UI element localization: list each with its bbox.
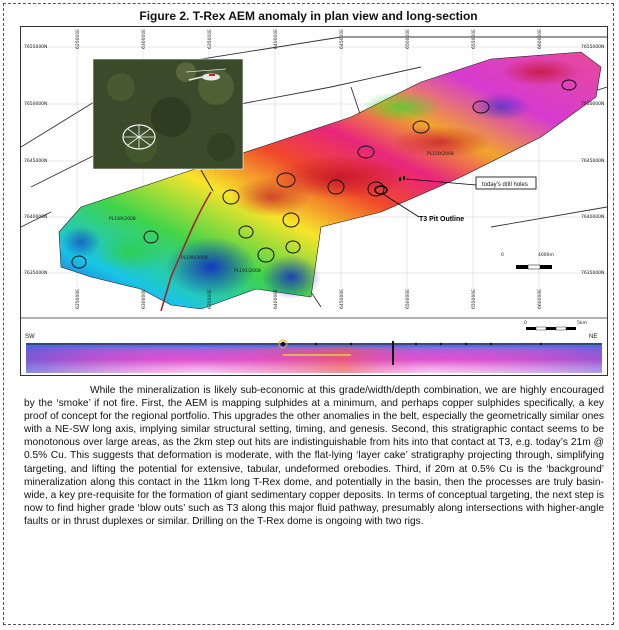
easting-label: 625000E — [76, 288, 81, 309]
easting-label: 635000E — [208, 28, 213, 49]
easting-label: 635000E — [208, 288, 213, 309]
easting-label: 655000E — [472, 288, 477, 309]
plan-view-map — [21, 27, 607, 311]
map-scale-distance: 4000m — [538, 253, 554, 258]
northing-label: 7650000N — [24, 102, 48, 107]
easting-label: 650000E — [406, 288, 411, 309]
section-scale-km: 5km — [577, 321, 587, 326]
drill-holes-callout: today's drill holes — [482, 182, 528, 188]
northing-label: 7640000N — [581, 215, 605, 220]
northing-label: 7645000N — [24, 159, 48, 164]
easting-labels-top — [75, 29, 543, 49]
easting-label: 645000E — [340, 288, 345, 309]
licence-pl189-label: PL189/2008 — [109, 217, 136, 222]
easting-label: 660000E — [538, 288, 543, 309]
easting-label: 645000E — [340, 28, 345, 49]
map-scale-zero: 0 — [501, 253, 504, 258]
page — [3, 3, 614, 625]
section-scale-zero: 0 — [524, 321, 527, 326]
northing-labels-left — [24, 44, 47, 276]
long-section — [21, 317, 607, 375]
easting-label: 625000E — [76, 28, 81, 49]
easting-label: 630000E — [142, 28, 147, 49]
figure-panel — [20, 26, 608, 376]
body-paragraph-text: While the mineralization is likely sub-economic at this grade/width/depth combination, we are highly encouraged by the ‘smoke’ if not fire. First, the AEM is mapping sulphides at a minimum, and perhaps copper sulphides specifically, a key proof of concept for the regional portfolio. This upgrades the other anomalies in the belt, especially the geometrically similar ones with a NE-SW long axis, implying similar structural setting, timing, and genesis. Second, this stratigraphic contact seems to be monotonous over large areas, as the 2km step out hits are indistinguishable from hits into that contact at T3, e.g. today’s 21m @ 0.5% Cu. This suggests that deformation is moderate, with the flat-lying ‘layer cake’ stratigraphy projecting through, simplifying targeting, and lifting the potential for extensive, tabular, undeformed orebodies. Third, if 20m at 0.5% Cu is the ‘background’ mineralization along this contact in the 11km long T-Rex dome, and potentially in the basin, then the processes are truly basin-wide, a key pre-requisite for the formation of giant sedimentary copper deposits. In terms of conceptual targeting, the next step is now to find higher grade ‘blow outs’ such as T3 along this major fluid pathway, presumably along intersections with higher-angle faults or in thrust duplexes or similar. Drilling on the T-Rex dome is ongoing with two rigs. — [24, 385, 604, 527]
body-paragraph — [24, 384, 604, 528]
northing-label: 7655000N — [24, 45, 48, 50]
northing-label: 7645000N — [581, 159, 605, 164]
northing-label: 7655000N — [581, 45, 605, 50]
section-ne-label: NE — [589, 334, 598, 340]
licence-pl159-label: PL159/2008 — [427, 152, 454, 157]
t3-pit-callout: T3 Pit Outline — [419, 216, 465, 223]
easting-label: 640000E — [274, 28, 279, 49]
figure-title: Figure 2. T-Rex AEM anomaly in plan view and long-section — [139, 9, 478, 23]
easting-label: 640000E — [274, 288, 279, 309]
northing-label: 7635000N — [24, 271, 48, 276]
easting-label: 630000E — [142, 288, 147, 309]
easting-label: 650000E — [406, 28, 411, 49]
easting-label: 655000E — [472, 28, 477, 49]
map-scale-bar — [501, 252, 554, 269]
helicopter-photo-inset — [93, 59, 243, 169]
northing-label: 7640000N — [24, 215, 48, 220]
licence-pl191-label: PL191/2008 — [234, 269, 261, 274]
section-scale-bar — [524, 320, 587, 330]
licence-pl190-label: PL190/2008 — [181, 256, 208, 261]
easting-label: 660000E — [538, 28, 543, 49]
section-sw-label: SW — [25, 334, 35, 340]
northing-label: 7635000N — [581, 271, 605, 276]
northing-label: 7650000N — [581, 102, 605, 107]
